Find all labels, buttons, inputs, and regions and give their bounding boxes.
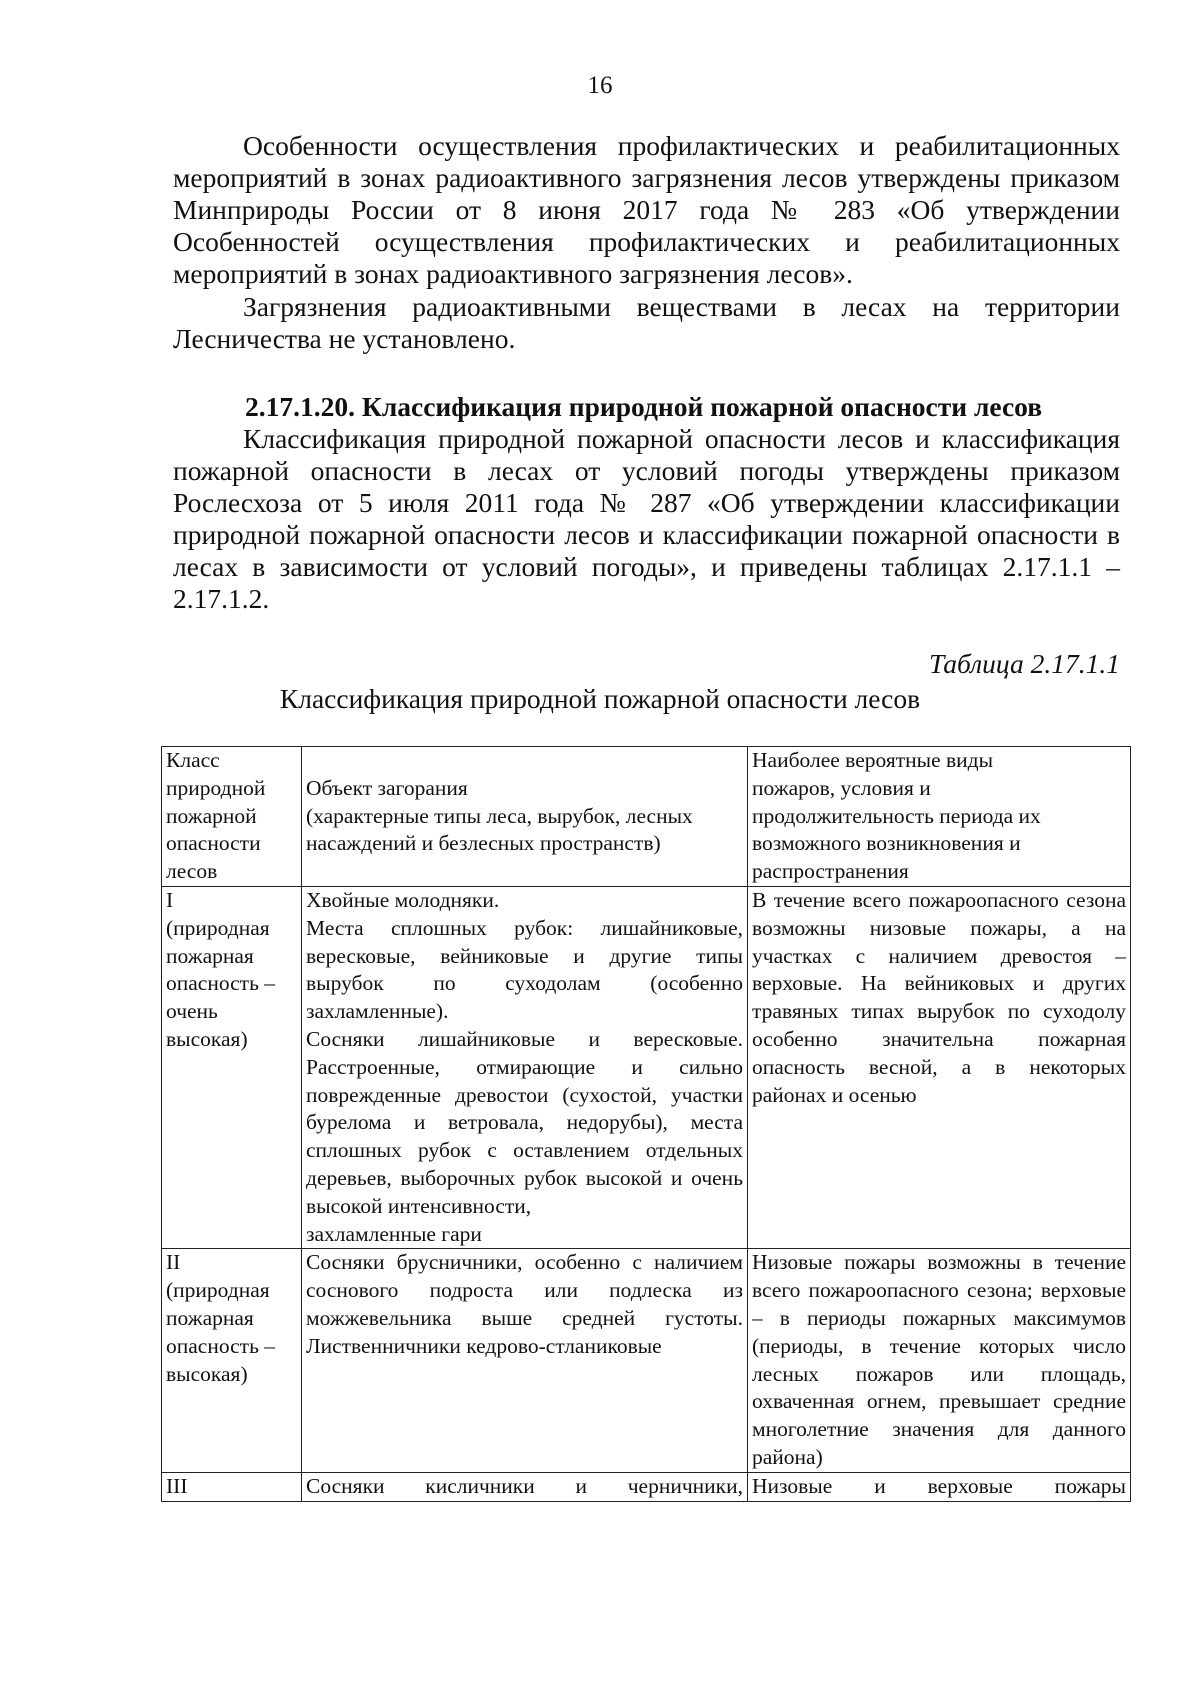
table-header-row [162, 747, 1131, 887]
table-row [162, 886, 1131, 1248]
paragraph-classification-intro: Классификация природной пожарной опасности лесов и классификация пожарной опасности в лесах от условий погоды утверждены приказом Рослесхоза от 5 июля 2011 года № 287 «Об утверждении классификации природной пожарной опасности лесов и классификации пожарной опасности в лесах в зависимости от условий погоды», и приведены таблицах 2.17.1.1 – 2.17.1.2. [173, 423, 1120, 614]
table-title: Классификация природной пожарной опасности лесов [279, 683, 921, 714]
section-heading: 2.17.1.20. Классификация природной пожарной опасности лесов [245, 391, 1043, 422]
header-class: Класс природной пожарной опасности лесов [162, 747, 302, 887]
class-cell: III [162, 1472, 302, 1501]
page-number: 16 [587, 72, 613, 99]
object-cell: Сосняки кисличники и черничники, [302, 1472, 748, 1501]
conditions-cell: Низовые и верховые пожары [748, 1472, 1131, 1501]
table-row [162, 1472, 1131, 1501]
class-cell: II (природная пожарная опасность – высокая) [162, 1249, 302, 1472]
paragraph-radioactive-measures: Особенности осуществления профилактических и реабилитационных мероприятий в зонах радиоактивного загрязнения лесов утверждены приказом Минприроды России от 8 июня 2017 года № 283 «Об утверждении Особенностей осуществления профилактических и реабилитационных мероприятий в зонах радиоактивного загрязнения лесов». [173, 130, 1120, 289]
header-conditions: Наиболее вероятные виды пожаров, условия и продолжительность периода их возможного возникновения и распространения [748, 747, 1131, 887]
conditions-cell: В течение всего пожароопасного сезона возможны низовые пожары, а на участках с наличием древостоя – верховые. На вейниковых и других травяных типах вырубок по суходолу особенно значительна пожарная опасность весной, а в некоторых районах и осенью [748, 886, 1131, 1248]
fire-danger-table [161, 746, 1131, 1502]
header-object: Объект загорания (характерные типы леса, вырубок, лесных насаждений и безлесных пространств) [302, 747, 748, 887]
object-cell: Хвойные молодняки. Места сплошных рубок: лишайниковые, вересковые, вейниковые и другие типы вырубок по суходолам (особенно захламленные). Сосняки лишайниковые и вересковые. Расстроенные, отмирающие и сильно поврежденные древостои (сухостой, участки бурелома и ветровала, недорубы), места сплошных рубок с оставлением отдельных деревьев, выборочных рубок высокой и очень высокой интенсивности, захламленные гари [302, 886, 748, 1248]
table-row [162, 1249, 1131, 1472]
class-cell: I (природная пожарная опасность – очень высокая) [162, 886, 302, 1248]
conditions-cell: Низовые пожары возможны в течение всего пожароопасного сезона; верховые – в периоды пожарных максимумов (периоды, в течение которых число лесных пожаров или площадь, охваченная огнем, превышает средние многолетние значения для данного района) [748, 1249, 1131, 1472]
object-cell: Сосняки брусничники, особенно с наличием соснового подроста или подлеска из можжевельника выше средней густоты. Лиственничники кедрово-стланиковые [302, 1249, 748, 1472]
table-caption: Таблица 2.17.1.1 [928, 648, 1120, 679]
paragraph-no-contamination: Загрязнения радиоактивными веществами в лесах на территории Лесничества не установлено. [173, 291, 1120, 354]
